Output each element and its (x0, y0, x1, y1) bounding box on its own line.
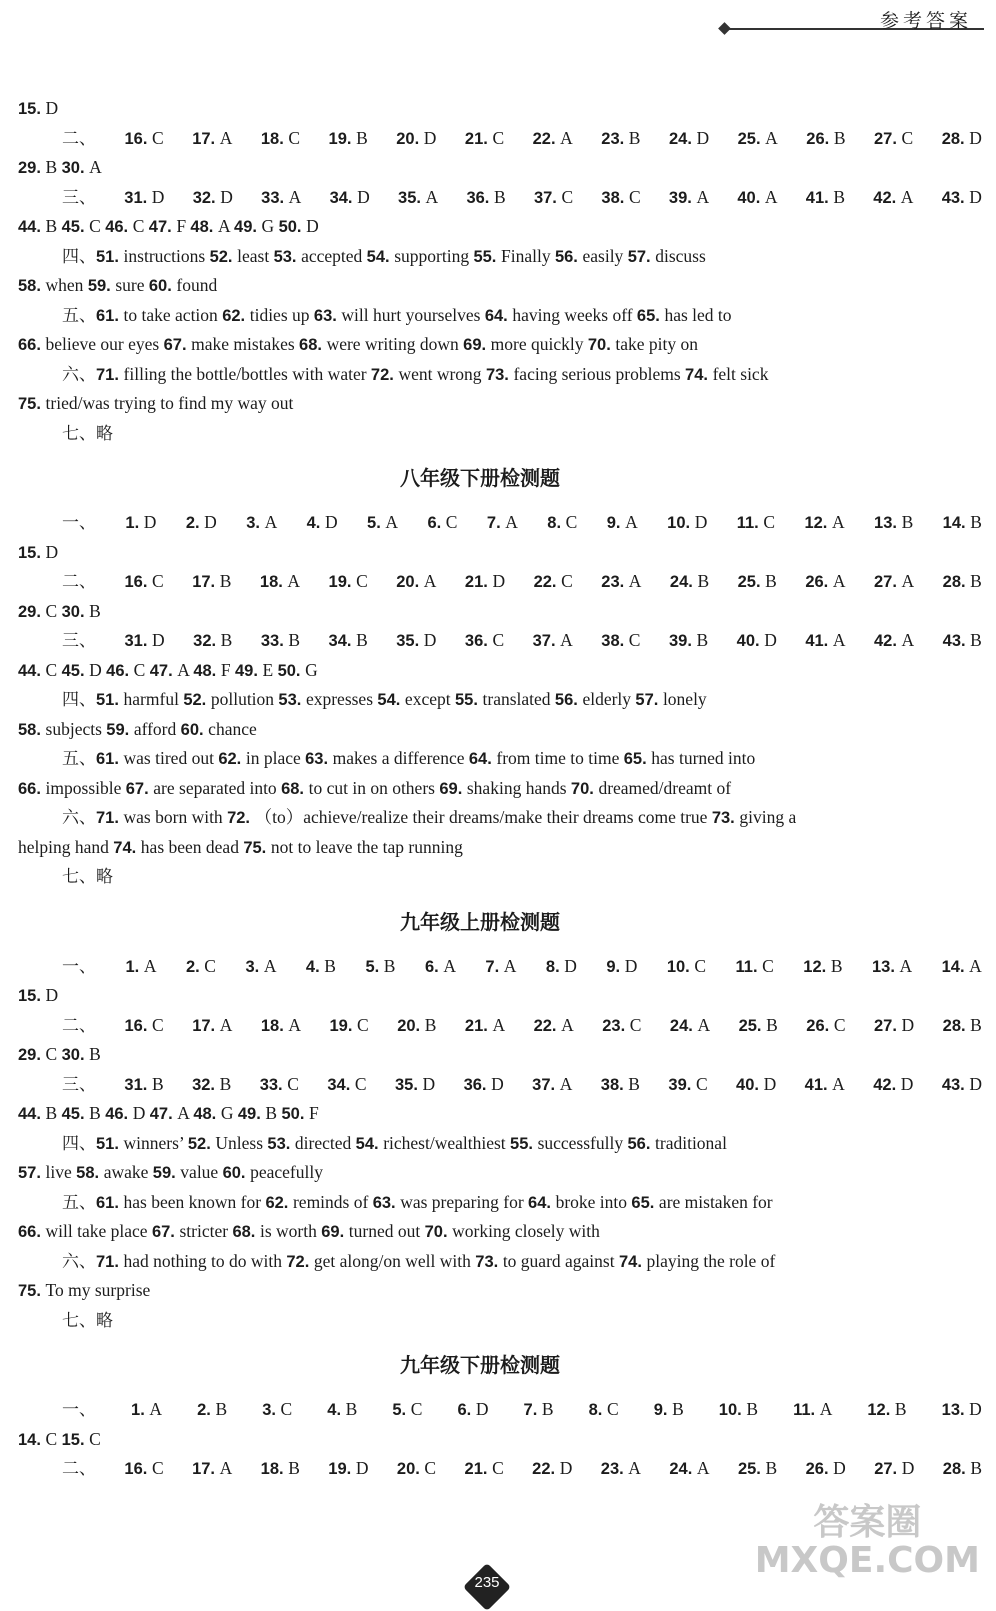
answer-line: 66. believe our eyes 67. make mistakes 68. were writing down 69. more quickly 70. take pity on (18, 334, 699, 354)
answer-line: 四、51. winners’ 52. Unless 53. directed 54. richest/wealthiest 55. successfully 56. traditional (62, 1132, 727, 1154)
answer-line: 29. C 30. B (18, 1044, 101, 1064)
answer-line: 75. tried/was trying to find my way out (18, 393, 294, 413)
answer-line: 二、 16. C 17. B 18. A 19. C 20. A 21. D 22. C 23. A 24. B 25. B 26. A 27. A 28. B (62, 571, 982, 592)
answer-line: 二、 16. C 17. A 18. C 19. B 20. D 21. C 22. A 23. B 24. D 25. A 26. B 27. C 28. D (62, 127, 982, 149)
answer-line: 五、61. to take action 62. tidies up 63. will hurt yourselves 64. having weeks off 65. has led to (62, 304, 732, 326)
section-title: 九年级下册检测题 (400, 1353, 560, 1377)
answer-line: 二、 16. C 17. A 18. A 19. C 20. B 21. A 22. A 23. C 24. A 25. B 26. C 27. D 28. B (62, 1014, 982, 1036)
answer-line: 一、 1. A 2. B 3. C 4. B 5. C 6. D 7. B 8. C 9. B 10. B 11. A 12. B 13. D (62, 1399, 982, 1420)
answer-line: 44. B 45. B 46. D 47. A 48. G 49. B 50. F (18, 1103, 319, 1123)
answer-line: 五、61. was tired out 62. in place 63. makes a difference 64. from time to time 65. has turned into (62, 748, 756, 769)
answer-line: 六、71. had nothing to do with 72. get along/on well with 73. to guard against 74. playing the role of (62, 1250, 776, 1272)
answer-line: 75. To my surprise (18, 1280, 151, 1300)
answer-line: 三、 31. D 32. B 33. B 34. B 35. D 36. C 37. A 38. C 39. B 40. D 41. A 42. A 43. B (62, 630, 982, 651)
answer-line: helping hand 74. has been dead 75. not to leave the tap running (18, 836, 463, 857)
answer-line: 六、71. filling the bottle/bottles with water 72. went wrong 73. facing serious problems 74. felt sick (62, 363, 769, 385)
watermark: 答案圈 MXQE.COM (754, 1502, 980, 1581)
answer-line: 29. B 30. A (18, 157, 102, 177)
answer-line: 五、61. has been known for 62. reminds of 63. was preparing for 64. broke into 65. are mistaken for (62, 1191, 773, 1213)
answer-line: 66. impossible 67. are separated into 68. to cut in on others 69. shaking hands 70. dreamed/dreamt of (18, 777, 732, 798)
answer-line: 二、 16. C 17. A 18. B 19. D 20. C 21. C 22. D 23. A 24. A 25. B 26. D 27. D 28. B (62, 1458, 982, 1479)
answer-line: 三、 31. D 32. D 33. A 34. D 35. A 36. B 37. C 38. C 39. A 40. A 41. B 42. A 43. D (62, 186, 982, 208)
answer-line: 一、 1. A 2. C 3. A 4. B 5. B 6. A 7. A 8. D 9. D 10. C 11. C 12. B 13. A 14. A (62, 955, 982, 977)
answer-line: 57. live 58. awake 59. value 60. peacefully (18, 1162, 323, 1182)
answer-line: 15. D (18, 541, 59, 562)
answer-line: 三、 31. B 32. B 33. C 34. C 35. D 36. D 37. A 38. B 39. C 40. D 41. A 42. D 43. D (62, 1073, 982, 1095)
answer-line: 四、51. instructions 52. least 53. accepted 54. supporting 55. Finally 56. easily 57. discuss (62, 245, 706, 267)
page-number-badge (466, 1566, 508, 1608)
section-title: 八年级下册检测题 (400, 466, 560, 490)
answer-line: 58. when 59. sure 60. found (18, 275, 218, 295)
answer-line: 44. C 45. D 46. C 47. A 48. F 49. E 50. G (18, 659, 318, 680)
answer-line: 七、略 (62, 423, 113, 444)
answer-line: 15. D (18, 985, 59, 1005)
answer-line: 一、 1. D 2. D 3. A 4. D 5. A 6. C 7. A 8. C 9. A 10. D 11. C 12. A 13. B 14. B (62, 512, 982, 533)
answer-key-body (18, 94, 982, 1484)
answer-line: 15. D (18, 98, 59, 118)
answer-line: 六、71. was born with 72. （to）achieve/realize their dreams/make their dreams come true 73. giving a (62, 807, 797, 828)
answer-line: 14. C 15. C (18, 1428, 101, 1449)
answer-line: 七、略 (62, 1310, 113, 1331)
answer-line: 66. will take place 67. stricter 68. is worth 69. turned out 70. working closely with (18, 1221, 600, 1241)
answer-line: 58. subjects 59. afford 60. chance (18, 718, 257, 739)
answer-line: 四、51. harmful 52. pollution 53. expresses 54. except 55. translated 56. elderly 57. lonely (62, 689, 707, 710)
running-header: 参考答案 (880, 10, 973, 32)
section-title: 九年级上册检测题 (400, 909, 560, 934)
answer-line: 七、略 (62, 867, 113, 887)
answer-line: 44. B 45. C 46. C 47. F 48. A 49. G 50. D (18, 216, 319, 236)
answer-line: 29. C 30. B (18, 600, 101, 621)
page-number: 235 (474, 1574, 500, 1591)
